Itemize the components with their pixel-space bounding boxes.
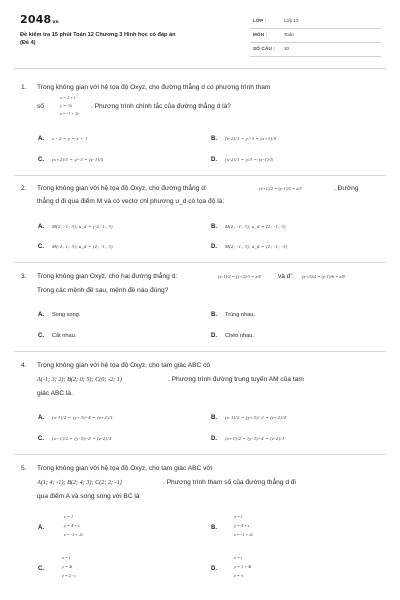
- question-text: Trong không gian với hệ tọa độ Oxyz, cho đường thẳng d có phương trình tham: [37, 84, 271, 91]
- info-table: [250, 15, 381, 57]
- system-line: y = -3t: [60, 103, 72, 108]
- option-a[interactable]: (x-1)/2 = (y+3)/-4 = (z+2)/1: [52, 415, 114, 420]
- info-key: SỐ CÂU :: [253, 46, 276, 51]
- option-label[interactable]: A.: [38, 312, 44, 318]
- points: A(-1; 3; 2); B(2; 0; 5); C(0; -2; 1): [37, 376, 122, 383]
- question-divider: [14, 454, 386, 455]
- option-label[interactable]: D.: [211, 333, 217, 339]
- question-text: Trong không gian Oxyz, cho hai đường thẳng d:: [37, 273, 178, 280]
- info-key: LỚP :: [253, 18, 267, 23]
- option-label[interactable]: C.: [38, 157, 44, 163]
- option-b[interactable]: Trùng nhau.: [225, 312, 255, 318]
- question-number: 3.: [21, 273, 27, 280]
- question-text: qua điểm A và song song với BC là: [37, 493, 140, 500]
- question-text: . Phương trình tham số của đường thẳng d đi: [163, 479, 296, 486]
- option-label[interactable]: C.: [38, 566, 44, 572]
- option-c[interactable]: Cắt nhau.: [52, 333, 77, 339]
- option-d-line[interactable]: x = t: [234, 555, 243, 560]
- question-text: Trong không gian với hệ tọa độ Oxyz, cho tam giác ABC với: [37, 465, 213, 472]
- header-divider: [14, 68, 386, 69]
- site-logo[interactable]: [20, 13, 59, 26]
- question-text: . Phương trình đường trung tuyến AM của tam: [168, 376, 304, 383]
- info-value: Lớp 12: [284, 18, 299, 23]
- option-a-line[interactable]: y = 4 + t: [64, 523, 80, 528]
- option-d-line[interactable]: y = 1 + 4t: [234, 564, 252, 569]
- option-label[interactable]: D.: [211, 566, 217, 572]
- option-label[interactable]: C.: [38, 244, 44, 250]
- option-label[interactable]: C.: [38, 436, 44, 442]
- option-label[interactable]: A.: [38, 136, 44, 142]
- equation: (x+1)/2 = (y-1)/1 = z/3: [259, 186, 302, 191]
- option-label[interactable]: D.: [211, 244, 217, 250]
- option-a[interactable]: Song song.: [52, 312, 81, 318]
- option-a[interactable]: M(2; -1; 3), u_d = (-2; 1; 3): [52, 224, 113, 229]
- option-a-line[interactable]: z = -1 + 2t: [64, 532, 83, 537]
- question-divider: [14, 175, 386, 176]
- info-key: MÔN :: [253, 32, 268, 37]
- option-a[interactable]: x - 2 = y = z + 1: [52, 136, 88, 141]
- info-value: 10: [284, 46, 290, 51]
- option-c[interactable]: (x+2)/1 = y/-3 = (z-1)/5: [52, 157, 104, 162]
- option-b-line[interactable]: z = -1 + 2t: [234, 532, 253, 537]
- question-text: . Đường: [334, 185, 359, 192]
- question-text: . Phương trình chính tắc của đường thẳng d là?: [91, 103, 231, 110]
- question-text: thẳng d đi qua điểm M và có vectơ chỉ phương u_d có tọa độ là:: [37, 198, 225, 205]
- option-b[interactable]: M(2; -1; 3), u_d = (2; -1; 3): [225, 224, 286, 229]
- question-number: 1.: [21, 84, 27, 91]
- equation: (x-1)/2 = (y+2)/3 = z/4: [218, 274, 261, 279]
- option-c[interactable]: M(-2; 1; 3), u_d = (2; -1; 3): [52, 244, 113, 249]
- option-label[interactable]: D.: [211, 157, 217, 163]
- title-line-2: (Đề 4): [20, 40, 36, 47]
- option-b[interactable]: (x-2)/1 = y/-3 = (z+1)/5: [225, 136, 277, 141]
- option-d-line[interactable]: z = -t: [234, 573, 244, 578]
- page-header: [0, 0, 400, 66]
- question-divider: [14, 351, 386, 352]
- option-label[interactable]: B.: [211, 136, 217, 142]
- info-row-count: [250, 43, 381, 57]
- option-d[interactable]: M(2; -1; 3), u_d = (2; -1; -3): [225, 244, 288, 249]
- option-label[interactable]: B.: [211, 415, 217, 421]
- question-text: Trong không gian với hệ tọa độ Oxyz, cho đường thẳng d:: [37, 185, 207, 192]
- option-d[interactable]: (x+1)/2 = (y-3)/-4 = (z-2)/1: [225, 436, 285, 441]
- equation: (x+3)/4 = (y-1)/6 = z/8: [302, 274, 345, 279]
- option-label[interactable]: D.: [211, 436, 217, 442]
- system-line: x = 2 + t: [60, 95, 76, 100]
- option-c-line[interactable]: z = 2 - t: [62, 573, 76, 578]
- option-label[interactable]: A.: [38, 525, 44, 531]
- logo-suffix: vn: [52, 20, 59, 25]
- option-label[interactable]: B.: [211, 525, 217, 531]
- question-text: Trong các mệnh đề sau, mệnh đề nào đúng?: [37, 287, 169, 294]
- system-line: z = -1 + 5t: [60, 111, 79, 116]
- option-label[interactable]: B.: [211, 312, 217, 318]
- logo-text: 2048: [20, 13, 52, 26]
- option-label[interactable]: C.: [38, 333, 44, 339]
- question-number: 4.: [21, 362, 27, 369]
- info-row-class: [250, 15, 381, 29]
- option-label[interactable]: A.: [38, 415, 44, 421]
- option-b-line[interactable]: y = 4 + t: [234, 523, 250, 528]
- option-c[interactable]: (x+1)/2 = (y-3)/-2 = (z-2)/4: [52, 436, 112, 441]
- option-d[interactable]: Chéo nhau.: [225, 333, 254, 339]
- option-c-line[interactable]: x = t: [62, 555, 71, 560]
- question-number: 5.: [21, 465, 27, 472]
- question-text: số: [37, 103, 44, 110]
- question-text: và d':: [278, 273, 294, 280]
- title-line-1: Đề kiểm tra 15 phút Toán 12 Chương 3 Hình học có đáp án: [20, 32, 176, 38]
- option-d[interactable]: (x-2)/1 = y/3 = (z-1)/5: [225, 157, 274, 162]
- option-label[interactable]: B.: [211, 224, 217, 230]
- question-text: Trọng không gian với hệ tọa độ Oxyz, cho tam giác ABC có: [37, 362, 211, 369]
- option-c-line[interactable]: y = 4t: [62, 564, 73, 569]
- option-a-line[interactable]: x = 1: [64, 514, 74, 519]
- question-divider: [14, 262, 386, 263]
- question-number: 2.: [21, 185, 27, 192]
- info-row-subject: [250, 29, 381, 43]
- option-label[interactable]: A.: [38, 224, 44, 230]
- option-b-line[interactable]: x = t: [234, 514, 243, 519]
- info-value: Toán: [284, 32, 294, 37]
- option-b[interactable]: (x-1)/2 = (y+3)/-2 = (z+2)/4: [225, 415, 287, 420]
- question-text: giác ABC là.: [37, 390, 73, 397]
- points: A(1; 4; -1); B(2; 4; 3); C(2; 2; -1): [37, 479, 122, 486]
- page-title: [20, 31, 236, 47]
